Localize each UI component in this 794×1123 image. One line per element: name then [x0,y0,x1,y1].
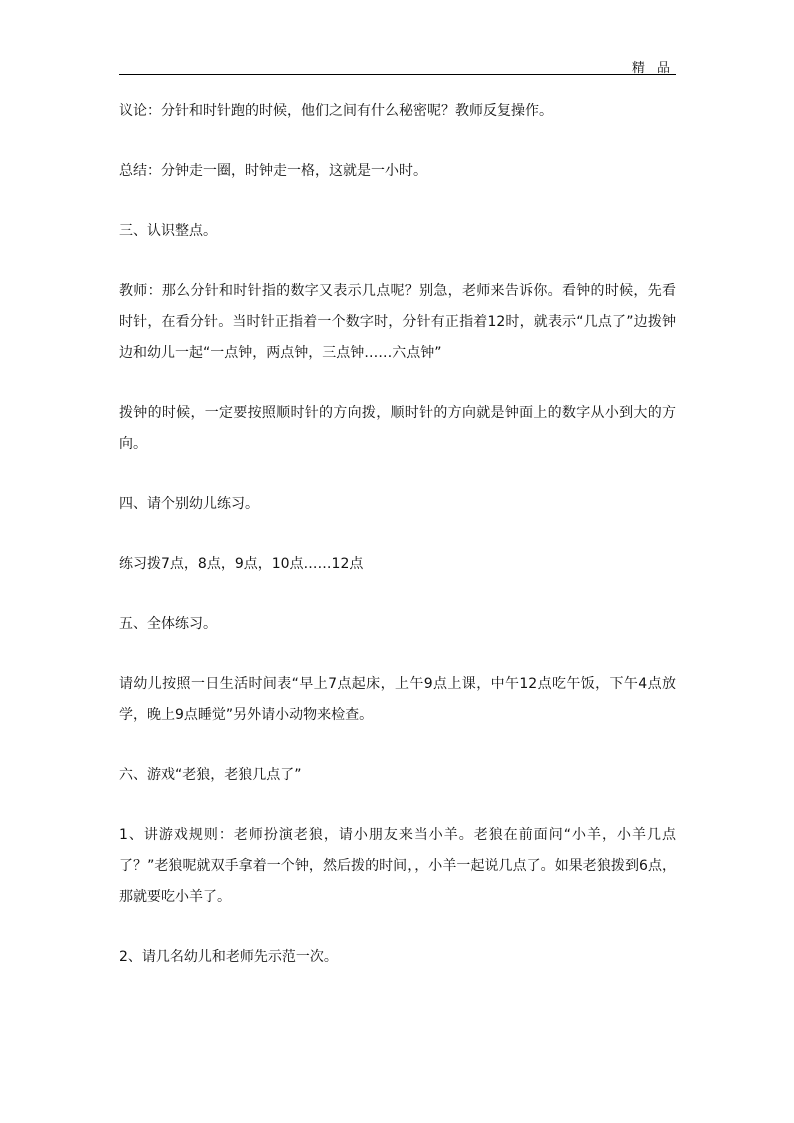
section-heading-5: 五、全体练习。 [119,616,217,632]
paragraph-game-rules: 1、讲游戏规则：老师扮演老狼，请小朋友来当小羊。老狼在前面问“小羊，小羊几点了？”老狼呢就双手拿着一个钟，然后拨的时间，，小羊一起说几点了。如果老狼拨到6点，那就要吃小羊了。 [119,827,676,905]
section-heading-4: 四、请个别幼儿练习。 [119,496,259,512]
section-heading-6: 六、游戏“老狼，老狼几点了” [119,767,302,783]
paragraph-teacher-explanation: 教师：那么分针和时针指的数字又表示几点呢？别急，老师来告诉你。看钟的时候，先看时针，在看分针。当时针正指着一个数字时，分针有正指着12时，就表示“几点了”边拨钟边和幼儿一起“一点钟，两点钟，三点钟……六点钟” [119,283,676,361]
paragraph-practice: 练习拨7点，8点，9点，10点……12点 [119,556,364,572]
paragraph-clockwise: 拨钟的时候，一定要按照顺时针的方向拨，顺时针的方向就是钟面上的数字从小到大的方向。 [119,405,676,452]
document-body [119,96,676,1002]
header-rule [119,74,676,75]
header-mark: 精 品 [631,61,674,76]
section-heading-3: 三、认识整点。 [119,223,217,239]
paragraph-discussion: 议论：分针和时针跑的时候，他们之间有什么秘密呢？教师反复操作。 [119,103,553,119]
paragraph-schedule: 请幼儿按照一日生活时间表“早上7点起床，上午9点上课，中午12点吃午饭，下午4点放学，晚上9点睡觉”另外请小动物来检查。 [119,676,676,723]
paragraph-summary: 总结：分钟走一圈，时钟走一格，这就是一小时。 [119,163,427,179]
paragraph-demonstration: 2、请几名幼儿和老师先示范一次。 [119,949,338,965]
